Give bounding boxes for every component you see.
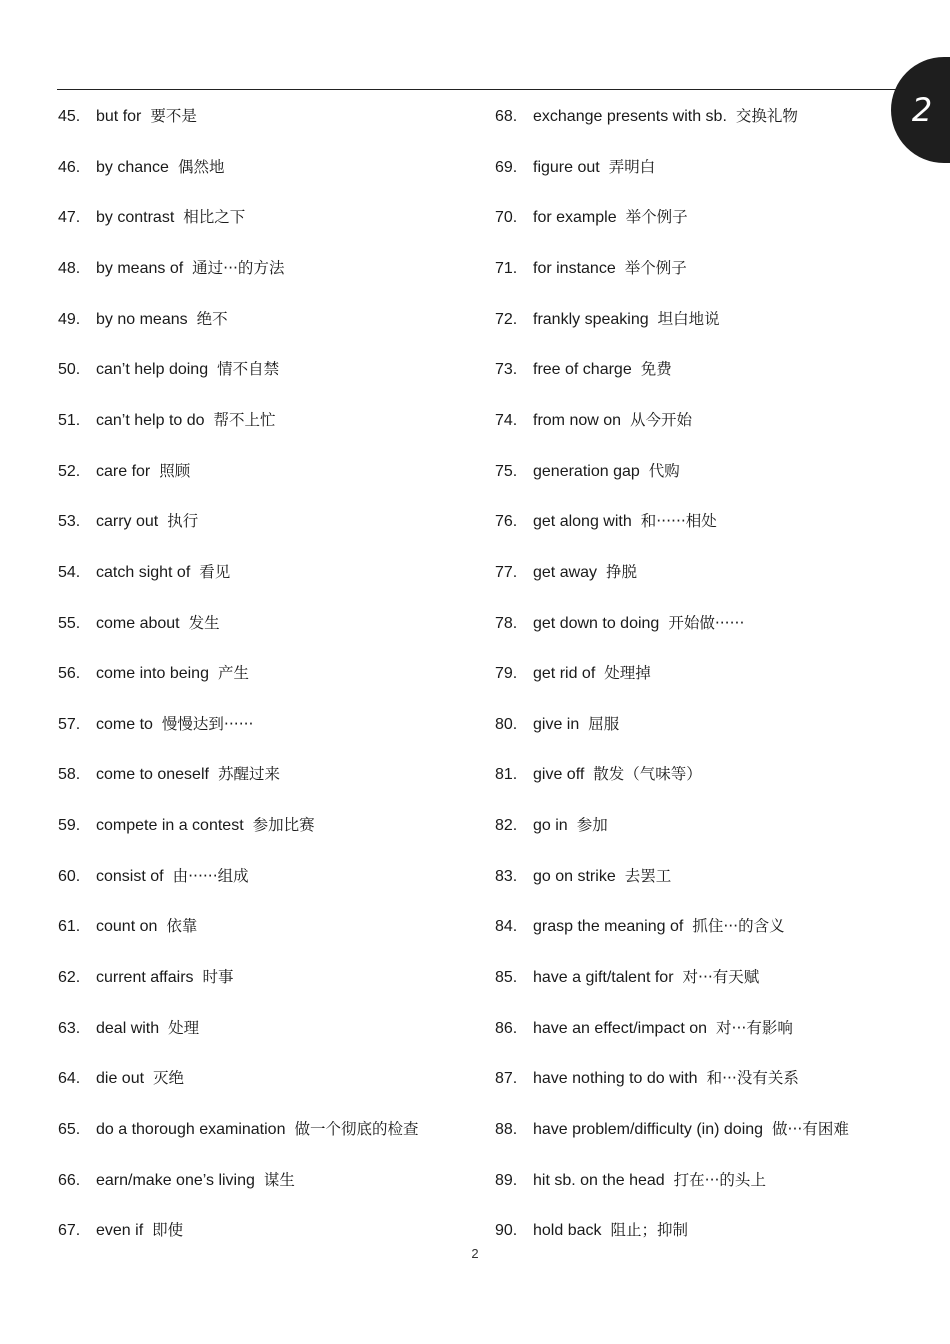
- entry-number: 90.: [495, 1222, 518, 1240]
- phrase-entry: [495, 1066, 799, 1090]
- chinese-meaning: 发生: [188, 613, 220, 632]
- chinese-meaning: 做一个彻底的检查: [294, 1120, 419, 1138]
- english-phrase: care for: [96, 462, 151, 480]
- phrase-entry: [58, 256, 284, 280]
- phrase-entry: [58, 1117, 418, 1141]
- phrase-entry: [495, 560, 637, 584]
- chinese-meaning: 举个例子: [624, 258, 687, 277]
- phrase-entry: [495, 104, 798, 128]
- english-phrase: have an effect/impact on: [533, 1019, 708, 1037]
- english-phrase: by means of: [96, 259, 184, 277]
- entry-number: 86.: [495, 1019, 518, 1037]
- english-phrase: come about: [96, 614, 180, 632]
- english-phrase: by chance: [96, 158, 169, 176]
- entry-number: 80.: [495, 715, 518, 733]
- chinese-meaning: 去罢工: [624, 866, 672, 885]
- english-phrase: free of charge: [533, 361, 632, 379]
- english-phrase: do a thorough examination: [96, 1121, 286, 1138]
- english-phrase: get rid of: [533, 665, 596, 683]
- entry-number: 53.: [58, 513, 81, 531]
- entry-number: 68.: [495, 108, 518, 125]
- entry-number: 47.: [58, 209, 81, 227]
- chinese-meaning: 即使: [152, 1221, 184, 1240]
- phrase-entry: [58, 509, 198, 533]
- phrase-entry: [495, 864, 671, 888]
- english-phrase: give in: [533, 715, 580, 733]
- entry-number: 74.: [495, 411, 518, 429]
- english-phrase: hit sb. on the head: [533, 1171, 665, 1189]
- chinese-meaning: 代购: [648, 461, 680, 480]
- entry-number: 56.: [58, 665, 81, 683]
- chinese-meaning: 交换礼物: [735, 107, 798, 125]
- english-phrase: even if: [96, 1222, 144, 1240]
- phrase-entry: [58, 307, 228, 331]
- phrase-entry: [495, 155, 655, 179]
- chinese-meaning: 从今开始: [630, 410, 693, 429]
- entry-number: 70.: [495, 209, 518, 227]
- chinese-meaning: 情不自禁: [217, 360, 280, 379]
- header-rule: [57, 89, 897, 90]
- entry-number: 54.: [58, 563, 81, 581]
- chinese-meaning: 挣脱: [606, 562, 638, 581]
- chinese-meaning: 处理掉: [604, 664, 651, 683]
- phrase-entry: [495, 357, 672, 381]
- chinese-meaning: 对···有影响: [716, 1018, 793, 1037]
- chinese-meaning: 绝不: [196, 309, 228, 328]
- phrase-entry: [495, 1016, 793, 1040]
- chinese-meaning: 屈服: [588, 714, 620, 733]
- english-phrase: get along with: [533, 513, 632, 531]
- entry-number: 49.: [58, 310, 81, 328]
- entry-number: 57.: [58, 715, 81, 733]
- entry-number: 65.: [58, 1121, 81, 1138]
- chinese-meaning: 参加: [576, 816, 608, 835]
- chinese-meaning: 慢慢达到······: [161, 714, 254, 733]
- entry-number: 48.: [58, 259, 81, 277]
- chinese-meaning: 做···有困难: [772, 1120, 849, 1138]
- chinese-meaning: 帮不上忙: [213, 410, 276, 429]
- english-phrase: have problem/difficulty (in) doing: [533, 1121, 764, 1138]
- english-phrase: can’t help to do: [96, 411, 205, 429]
- phrase-entry: [58, 712, 253, 736]
- phrase-entry: [495, 762, 702, 786]
- english-phrase: have nothing to do with: [533, 1070, 698, 1088]
- chinese-meaning: 打在···的头上: [673, 1170, 766, 1189]
- entry-number: 59.: [58, 817, 81, 835]
- entry-number: 64.: [58, 1070, 81, 1088]
- english-phrase: exchange presents with sb.: [533, 108, 727, 125]
- english-phrase: die out: [96, 1070, 145, 1088]
- chinese-meaning: 谋生: [263, 1170, 295, 1189]
- phrase-entry: [495, 1168, 766, 1192]
- chinese-meaning: 举个例子: [625, 208, 688, 227]
- english-phrase: have a gift/talent for: [533, 969, 674, 987]
- chinese-meaning: 和···没有关系: [706, 1069, 799, 1088]
- english-phrase: get away: [533, 563, 598, 581]
- chinese-meaning: 由······组成: [172, 866, 249, 885]
- chinese-meaning: 执行: [167, 512, 199, 531]
- phrase-entry: [495, 965, 759, 989]
- chinese-meaning: 灭绝: [153, 1069, 185, 1088]
- phrase-entry: [495, 408, 692, 432]
- chinese-meaning: 要不是: [150, 107, 197, 125]
- phrase-entry: [58, 1168, 295, 1192]
- entry-number: 60.: [58, 867, 81, 885]
- chinese-meaning: 开始做······: [668, 613, 745, 632]
- english-phrase: deal with: [96, 1019, 160, 1037]
- entry-number: 62.: [58, 969, 81, 987]
- chinese-meaning: 通过···的方法: [192, 258, 285, 277]
- phrase-entry: [58, 560, 230, 584]
- english-phrase: earn/make one’s living: [96, 1171, 255, 1189]
- chinese-meaning: 产生: [217, 664, 249, 683]
- chinese-meaning: 依靠: [166, 917, 198, 936]
- chinese-meaning: 抓住···的含义: [692, 917, 785, 936]
- entry-number: 87.: [495, 1070, 518, 1088]
- english-phrase: by contrast: [96, 209, 175, 227]
- chinese-meaning: 弄明白: [608, 157, 656, 176]
- phrase-entry: [58, 1016, 199, 1040]
- phrase-entry: [58, 155, 224, 179]
- phrase-entry: [58, 661, 249, 685]
- phrase-entry: [495, 712, 619, 736]
- entry-number: 50.: [58, 361, 81, 379]
- phrase-entry: [495, 205, 688, 229]
- entry-number: 55.: [58, 614, 81, 632]
- entry-number: 84.: [495, 918, 518, 936]
- phrase-entry: [58, 357, 279, 381]
- phrase-entry: [495, 1218, 688, 1242]
- english-phrase: can’t help doing: [96, 361, 209, 379]
- entry-number: 52.: [58, 462, 81, 480]
- english-phrase: come to oneself: [96, 766, 209, 784]
- phrase-entry: [58, 205, 245, 229]
- entry-number: 88.: [495, 1121, 518, 1138]
- phrase-entry: [58, 813, 315, 837]
- chinese-meaning: 阻止；抑制: [610, 1221, 689, 1240]
- phrase-entry: [58, 1218, 183, 1242]
- phrase-entry: [58, 914, 197, 938]
- english-phrase: give off: [533, 766, 585, 784]
- entry-number: 89.: [495, 1171, 518, 1189]
- english-phrase: frankly speaking: [533, 310, 649, 328]
- phrase-entry: [495, 1117, 849, 1141]
- chinese-meaning: 免费: [640, 360, 672, 379]
- english-phrase: come to: [96, 715, 153, 733]
- page-number: 2: [471, 1246, 479, 1261]
- phrase-entry: [58, 611, 220, 635]
- chinese-meaning: 照顾: [159, 461, 191, 480]
- english-phrase: carry out: [96, 513, 159, 531]
- phrase-entry: [58, 965, 234, 989]
- chinese-meaning: 散发（气味等）: [593, 765, 702, 784]
- entry-number: 66.: [58, 1171, 81, 1189]
- entry-number: 46.: [58, 158, 81, 176]
- entry-number: 61.: [58, 918, 81, 936]
- entry-number: 78.: [495, 614, 518, 632]
- english-phrase: hold back: [533, 1222, 602, 1240]
- chinese-meaning: 对···有天赋: [682, 968, 760, 987]
- english-phrase: by no means: [96, 310, 188, 328]
- entry-number: 45.: [58, 108, 81, 125]
- chinese-meaning: 看见: [199, 562, 231, 581]
- chinese-meaning: 相比之下: [183, 208, 246, 227]
- english-phrase: generation gap: [533, 462, 640, 480]
- chinese-meaning: 时事: [202, 968, 234, 987]
- phrase-entry: [58, 104, 197, 128]
- entry-number: 51.: [58, 411, 81, 429]
- entry-number: 69.: [495, 158, 518, 176]
- entry-number: 71.: [495, 259, 518, 277]
- entry-number: 79.: [495, 665, 518, 683]
- english-phrase: for instance: [533, 259, 616, 277]
- page-tab-number: 2: [911, 91, 933, 129]
- phrase-entry: [495, 307, 720, 331]
- entry-number: 82.: [495, 817, 518, 835]
- phrase-entry: [58, 762, 280, 786]
- english-phrase: compete in a contest: [96, 817, 244, 835]
- english-phrase: grasp the meaning of: [533, 918, 684, 936]
- english-phrase: count on: [96, 918, 158, 936]
- english-phrase: for example: [533, 209, 617, 227]
- phrase-entry: [495, 661, 651, 685]
- english-phrase: go in: [533, 817, 568, 835]
- phrase-entry: [495, 611, 744, 635]
- english-phrase: current affairs: [96, 969, 194, 987]
- entry-number: 72.: [495, 310, 518, 328]
- chinese-meaning: 参加比赛: [252, 816, 315, 835]
- phrase-entry: [495, 914, 785, 938]
- phrase-entry: [58, 408, 276, 432]
- chinese-meaning: 坦白地说: [657, 309, 720, 328]
- entry-number: 85.: [495, 969, 518, 987]
- entry-number: 76.: [495, 513, 518, 531]
- phrase-entry: [495, 459, 680, 483]
- chinese-meaning: 和······相处: [640, 512, 717, 531]
- chinese-meaning: 苏醒过来: [217, 765, 280, 784]
- phrase-entry: [495, 813, 608, 837]
- phrase-entry: [495, 509, 717, 533]
- english-phrase: catch sight of: [96, 563, 191, 581]
- english-phrase: consist of: [96, 867, 164, 885]
- english-phrase: from now on: [533, 411, 622, 429]
- entry-number: 58.: [58, 766, 81, 784]
- english-phrase: figure out: [533, 158, 600, 176]
- english-phrase: go on strike: [533, 867, 616, 885]
- entry-number: 83.: [495, 867, 518, 885]
- entry-number: 67.: [58, 1222, 81, 1240]
- chinese-meaning: 处理: [168, 1018, 200, 1037]
- english-phrase: get down to doing: [533, 614, 660, 632]
- phrase-entry: [58, 864, 249, 888]
- phrase-entry: [58, 459, 190, 483]
- phrase-entry: [58, 1066, 184, 1090]
- entry-number: 75.: [495, 462, 518, 480]
- phrase-entry: [495, 256, 687, 280]
- entry-number: 81.: [495, 766, 518, 784]
- english-phrase: come into being: [96, 665, 209, 683]
- entry-number: 73.: [495, 361, 518, 379]
- entry-number: 77.: [495, 563, 518, 581]
- english-phrase: but for: [96, 108, 142, 125]
- entry-number: 63.: [58, 1019, 81, 1037]
- chinese-meaning: 偶然地: [177, 157, 225, 176]
